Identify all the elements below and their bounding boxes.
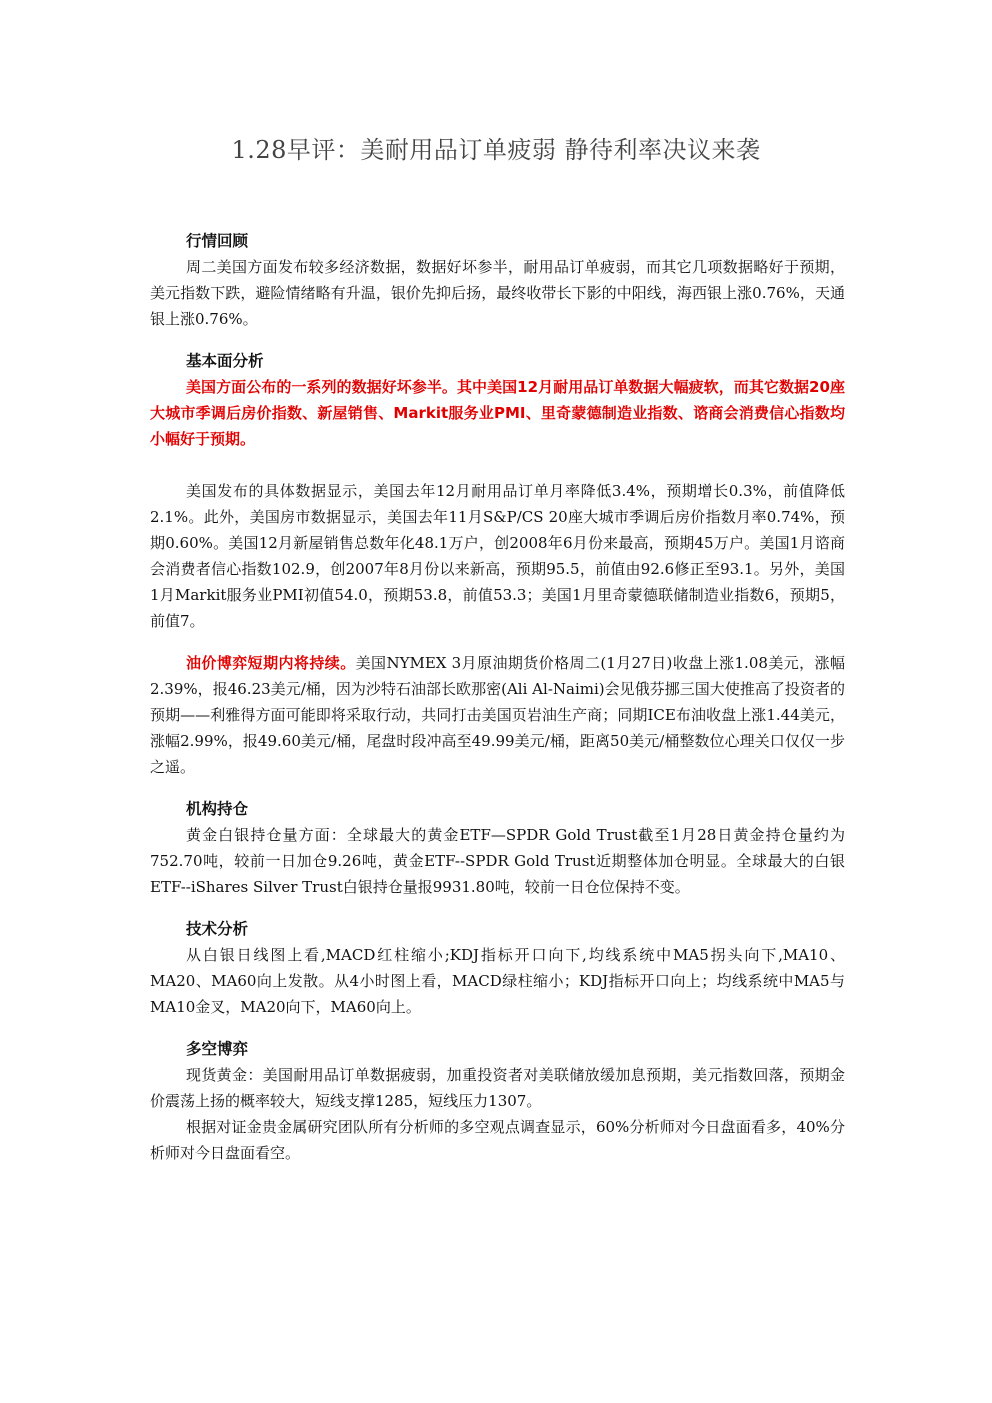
heading-fundamental-analysis: 基本面分析 xyxy=(186,352,264,370)
paragraph-market-review: 周二美国方面发布较多经济数据，数据好坏参半，耐用品订单疲弱，而其它几项数据略好于预期，美元指数下跌，避险情绪略有升温，银价先抑后扬，最终收带长下影的中阳线，海西银上涨0.76%，天通银上涨0.76%。 xyxy=(150,258,845,328)
heading-technical-analysis: 技术分析 xyxy=(186,920,249,938)
heading-bull-bear: 多空博弈 xyxy=(186,1040,249,1058)
paragraph-technical-analysis: 从白银日线图上看,MACD红柱缩小;KDJ指标开口向下,均线系统中MA5拐头向下,MA10、MA20、MA60向上发散。从4小时图上看，MACD绿柱缩小；KDJ指标开口向上；均线系统中MA5与MA10金叉，MA20向下，MA60向上。 xyxy=(150,946,845,1016)
document-title: 1.28早评：美耐用品订单疲弱 静待利率决议来袭 xyxy=(231,136,761,164)
paragraph-bull-bear-survey: 根据对证金贵金属研究团队所有分析师的多空观点调查显示，60%分析师对今日盘面看多，40%分析师对今日盘面看空。 xyxy=(150,1118,845,1162)
document-body xyxy=(150,228,845,1166)
heading-market-review: 行情回顾 xyxy=(186,232,249,250)
paragraph-bull-bear-gold: 现货黄金：美国耐用品订单数据疲弱，加重投资者对美联储放缓加息预期，美元指数回落，预期金价震荡上扬的概率较大，短线支撑1285，短线压力1307。 xyxy=(150,1066,845,1110)
paragraph-fundamental-highlight: 美国方面公布的一系列的数据好坏参半。其中美国12月耐用品订单数据大幅疲软，而其它数据20座大城市季调后房价指数、新屋销售、Markit服务业PMI、里奇蒙德制造业指数、谘商会消费信心指数均小幅好于预期。 xyxy=(150,378,845,448)
heading-institution-holdings: 机构持仓 xyxy=(186,800,249,818)
oil-lead-text: 油价博弈短期内将持续。 xyxy=(186,654,356,672)
paragraph-fundamental-detail: 美国发布的具体数据显示，美国去年12月耐用品订单月率降低3.4%，预期增长0.3%，前值降低2.1%。此外，美国房市数据显示，美国去年11月S&P/CS 20座大城市季调后房价指数月率0.74%，预期0.60%。美国12月新屋销售总数年化48.1万户，创2008年6月份来最高，预期45万户。美国1月谘商会消费者信心指数102.9，创2007年8月份以来新高，预期95.5，前值由92.6修正至93.1。另外，美国1月Markit服务业PMI初值54.0，预期53.8，前值53.3；美国1月里奇蒙德联储制造业指数6，预期5，前值7。 xyxy=(150,482,845,630)
paragraph-oil xyxy=(150,650,845,780)
oil-body-text: 美国NYMEX 3月原油期货价格周二(1月27日)收盘上涨1.08美元，涨幅2.39%，报46.23美元/桶，因为沙特石油部长欧那密(Ali Al-Naimi)会见俄芬挪三国大使推高了投资者的预期——利雅得方面可能即将采取行动，共同打击美国页岩油生产商；同期ICE布油收盘上涨1.44美元，涨幅2.99%，报49.60美元/桶，尾盘时段冲高至49.99美元/桶，距离50美元/桶整数位心理关口仅仅一步之遥。 xyxy=(150,654,845,776)
paragraph-institution-holdings: 黄金白银持仓量方面：全球最大的黄金ETF—SPDR Gold Trust截至1月28日黄金持仓量约为752.70吨，较前一日加仓9.26吨，黄金ETF--SPDR Gold Trust近期整体加仓明显。全球最大的白银ETF--iShares Silver Trust白银持仓量报9931.80吨，较前一日仓位保持不变。 xyxy=(150,826,845,896)
